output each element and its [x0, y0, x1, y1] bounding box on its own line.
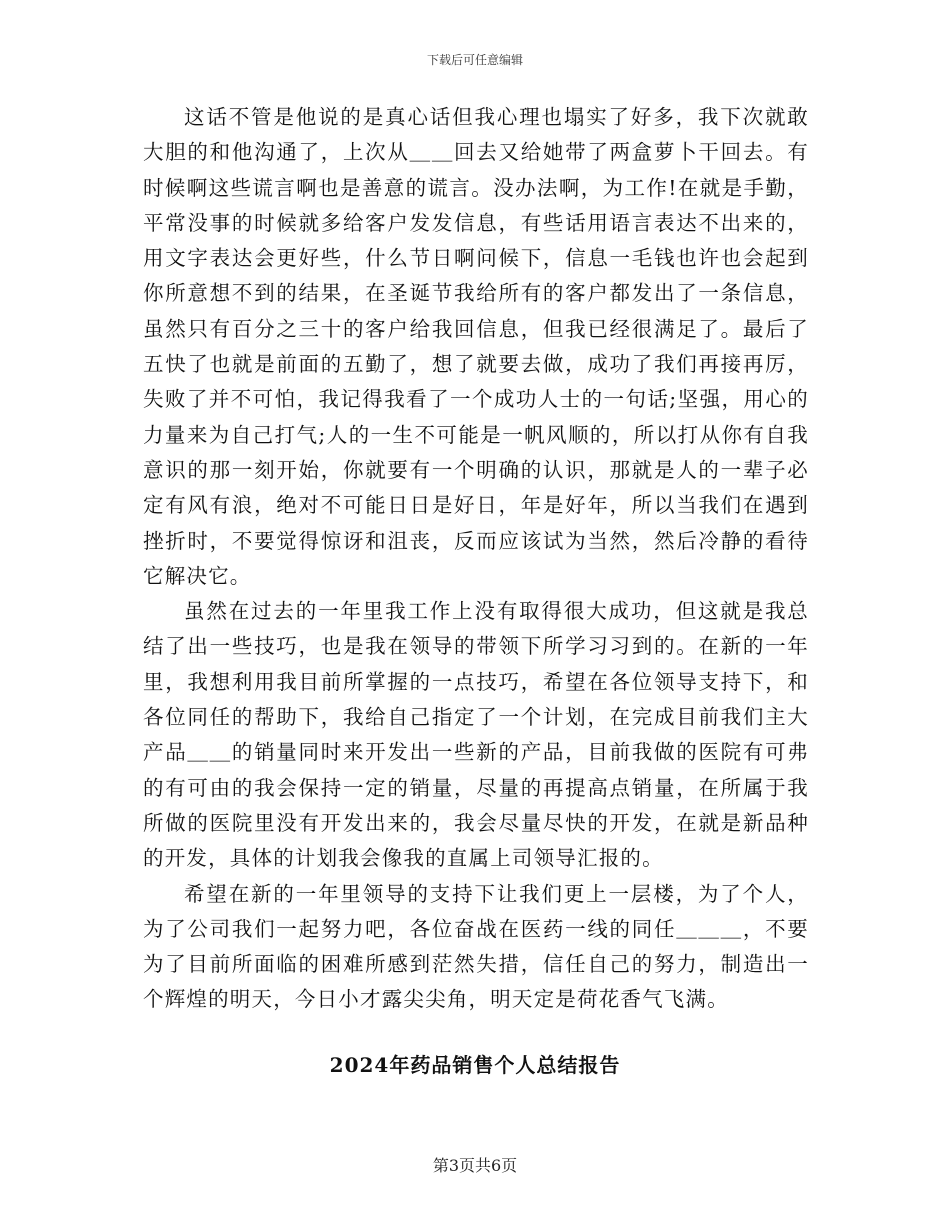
page-header: 下载后可任意编辑 — [426, 53, 523, 67]
section-title: 2024年药品销售个人总结报告 — [329, 1053, 621, 1077]
page-number: 第3页共6页 — [432, 1156, 518, 1175]
body-paragraph: 虽然在过去的一年里我工作上没有取得很大成功，但这就是我总结了出一些技巧，也是我在领导的带领下所学习习到的。在新的一年里，我想利用我目前所掌握的一点技巧，希望在各位领导支持下，和各位同任的帮助下，我给自己指定了一个计划，在完成目前我们主大产品＿＿的销量同时来开发出一些新的产品，目前我做的医院有可弗的有可由的我会保持一定的销量，尽量的再提高点销量，在所属于我所做的医院里没有开发出来的，我会尽量尽快的开发，在就是新品种的开发，具体的计划我会像我的直属上司领导汇报的。 — [143, 599, 809, 871]
body-paragraph: 希望在新的一年里领导的支持下让我们更上一层楼，为了个人，为了公司我们一起努力吧，各位奋战在医药一线的同任＿＿＿，不要为了目前所面临的困难所感到茫然失措，信任自己的努力，制造出一个辉煌的明天，今日小才露尖尖角，明天定是荷花香气飞满。 — [143, 881, 809, 1012]
body-paragraph: 这话不管是他说的是真心话但我心理也塌实了好多，我下次就敢大胆的和他沟通了，上次从＿＿回去又给她带了两盒萝卜干回去。有时候啊这些谎言啊也是善意的谎言。没办法啊，为工作!在就是手勤，平常没事的时候就多给客户发发信息，有些话用语言表达不出来的，用文字表达会更好些，什么节日啊问候下，信息一毛钱也许也会起到你所意想不到的结果，在圣诞节我给所有的客户都发出了一条信息，虽然只有百分之三十的客户给我回信息，但我已经很满足了。最后了五快了也就是前面的五勤了，想了就要去做，成功了我们再接再厉，失败了并不可怕，我记得我看了一个成功人士的一句话;坚强，用心的力量来为自己打气;人的一生不可能是一帆风顺的，所以打从你有自我意识的那一刻开始，你就要有一个明确的认识，那就是人的一辈子必定有风有浪，绝对不可能日日是好日，年是好年，所以当我们在遇到挫折时，不要觉得惊讶和沮丧，反而应该试为当然，然后冷静的看待它解决它。 — [143, 105, 809, 588]
document-body — [143, 100, 809, 1018]
